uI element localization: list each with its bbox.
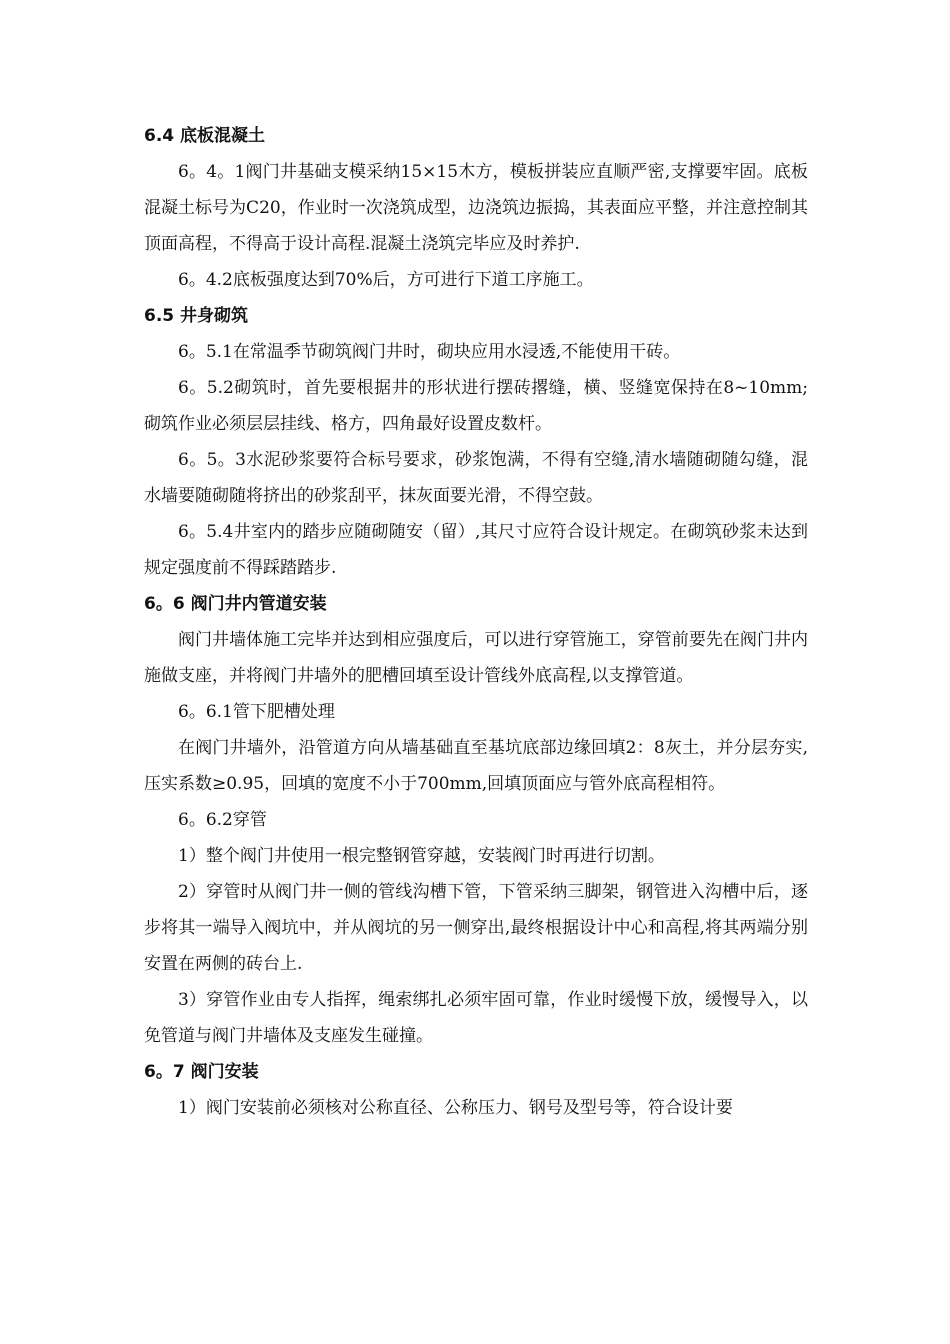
list-item: 3）穿管作业由专人指挥，绳索绑扎必须牢固可靠，作业时缓慢下放，缓慢导入，以免管道与阀门井墙体及支座发生碰撞。 — [144, 990, 808, 1046]
list-item: 1）阀门安装前必须核对公称直径、公称压力、钢号及型号等，符合设计要 — [178, 1098, 733, 1118]
section-heading-6-5: 6.5 井身砌筑 — [144, 306, 249, 326]
paragraph: 6。5。3水泥砂浆要符合标号要求，砂浆饱满，不得有空缝,清水墙随砌随勾缝，混水墙要随砌随将挤出的砂浆刮平，抹灰面要光滑，不得空鼓。 — [144, 450, 808, 506]
section-heading-6-6: 6。6 阀门井内管道安装 — [144, 594, 327, 614]
paragraph: 在阀门井墙外，沿管道方向从墙基础直至基坑底部边缘回填2：8灰土，并分层夯实,压实系数≥0.95，回填的宽度不小于700mm,回填顶面应与管外底高程相符。 — [144, 738, 808, 794]
paragraph: 6。4.2底板强度达到70%后，方可进行下道工序施工。 — [178, 270, 594, 290]
paragraph: 6。5.1在常温季节砌筑阀门井时，砌块应用水浸透,不能使用干砖。 — [178, 342, 681, 362]
list-item: 1）整个阀门井使用一根完整钢管穿越，安装阀门时再进行切割。 — [178, 846, 665, 866]
list-item: 2）穿管时从阀门井一侧的管线沟槽下管，下管采纳三脚架，钢管进入沟槽中后，逐步将其一端导入阀坑中，并从阀坑的另一侧穿出,最终根据设计中心和高程,将其两端分别安置在两侧的砖台上. — [144, 882, 808, 974]
paragraph: 6。5.2砌筑时，首先要根据井的形状进行摆砖撂缝，横、竖缝宽保持在8~10mm;砌筑作业必须层层挂线、格方，四角最好设置皮数杆。 — [144, 378, 808, 434]
section-heading-6-7: 6。7 阀门安装 — [144, 1062, 259, 1082]
document-page — [144, 118, 808, 1126]
paragraph: 6。4。1阀门井基础支模采纳15×15木方，模板拼装应直顺严密,支撑要牢固。底板混凝土标号为C20，作业时一次浇筑成型，边浇筑边振捣，其表面应平整，并注意控制其顶面高程，不得高于设计高程.混凝土浇筑完毕应及时养护. — [144, 162, 808, 254]
sub-heading: 6。6.1管下肥槽处理 — [178, 702, 335, 722]
section-heading-6-4: 6.4 底板混凝土 — [144, 126, 266, 146]
sub-heading: 6。6.2穿管 — [178, 810, 267, 830]
paragraph: 6。5.4井室内的踏步应随砌随安（留）,其尺寸应符合设计规定。在砌筑砂浆未达到规定强度前不得踩踏踏步. — [144, 522, 808, 578]
paragraph: 阀门井墙体施工完毕并达到相应强度后，可以进行穿管施工，穿管前要先在阀门井内施做支座，并将阀门井墙外的肥槽回填至设计管线外底高程,以支撑管道。 — [144, 630, 808, 686]
